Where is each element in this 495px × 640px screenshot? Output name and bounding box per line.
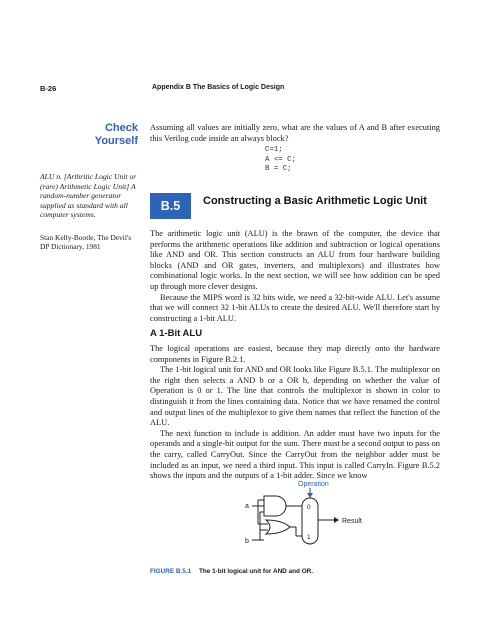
caption-text: The 1-bit logical unit for AND and OR.: [198, 568, 314, 575]
subsection-title: A 1-Bit ALU: [150, 328, 203, 339]
check-question: Assuming all values are initially zero, what are the values of A and B after executing this Verilog code inside an always block?: [150, 123, 440, 143]
code-line: B = C;: [265, 165, 292, 174]
figure-caption: [150, 568, 313, 575]
paragraph: Because the MIPS word is 32 bits wide, we need a 32-bit-wide ALU. Let's assume that we will connect 32 1-bit ALUs to create the desired ALU. We'll therefore start by constructing a 1-bit ALU.: [150, 292, 440, 323]
margin-source: Stan Kelly-Bootle, The Devil's DP Dictionary, 1981: [40, 233, 132, 252]
mux-input-0-label: 0: [307, 504, 311, 511]
paragraph: The 1-bit logical unit for AND and OR looks like Figure B.5.1. The multiplexor on the right then selects a AND b or a OR b, depending on whether the value of Operation is 0 or 1. The line that controls the multiplexor is shown in color to distinguish it from the lines containing data. Notice that we have renamed the control and output lines of the multiplexor to give them names that reflect the function of the ALU.: [150, 365, 440, 428]
result-arrow-icon: [334, 517, 339, 523]
paragraph: The arithmetic logic unit (ALU) is the brawn of the computer, the device that performs the arithmetic operations like addition and subtraction or logical operations like AND and OR. This section constructs an ALU from four hardware building blocks (AND and OR gates, inverters, and multiplexors) and illustrates how combinational logic works. In the next section, we will see how addition can be sped up through more clever designs.: [150, 229, 440, 291]
intro-text: [150, 229, 440, 324]
page-number: B-26: [40, 84, 57, 93]
input-a-label: a: [245, 503, 249, 510]
check-label-line2: Yourself: [94, 135, 138, 147]
and-gate: [264, 496, 286, 516]
code-line: C=1;: [265, 146, 283, 154]
body-text: [150, 344, 440, 482]
mux-input-1-label: 1: [307, 534, 311, 541]
check-label-line1: Check: [104, 122, 138, 134]
alu-logic-figure: [150, 480, 440, 560]
running-title: Appendix B The Basics of Logic Design: [152, 84, 285, 91]
input-b-label: b: [245, 538, 249, 545]
verilog-code: [265, 146, 296, 175]
section-title: Constructing a Basic Arithmetic Logic Unit: [203, 195, 427, 207]
operation-label: Operation: [298, 481, 329, 488]
margin-definition: ALU n. [Arthritic Logic Unit or (rare) Arithmetic Logic Unit] A random-number generator supplied as standard with all computer systems.: [40, 172, 137, 220]
code-line: A <= C;: [265, 155, 297, 164]
operation-arrow-icon: [307, 493, 313, 498]
paragraph: The logical operations are easiest, because they map directly onto the hardware components in Figure B.2.1.: [150, 344, 440, 364]
caption-label: FIGURE B.5.1: [150, 568, 192, 575]
section-number-box: [150, 193, 191, 219]
section-number: B.5: [160, 199, 181, 213]
check-yourself-label: [40, 122, 138, 148]
paragraph: The next function to include is addition. An adder must have two inputs for the operands and a single-bit output for the sum. There must be a second output to pass on the carry, called CarryOut. Since the CarryOut from the neighbor adder must be included as an input, we need a third input. This input is called CarryIn. Figure B.5.2 shows the inputs and the outputs of a 1-bit adder. Since we know: [150, 428, 440, 481]
or-gate: [266, 520, 290, 534]
result-label: Result: [342, 518, 362, 525]
